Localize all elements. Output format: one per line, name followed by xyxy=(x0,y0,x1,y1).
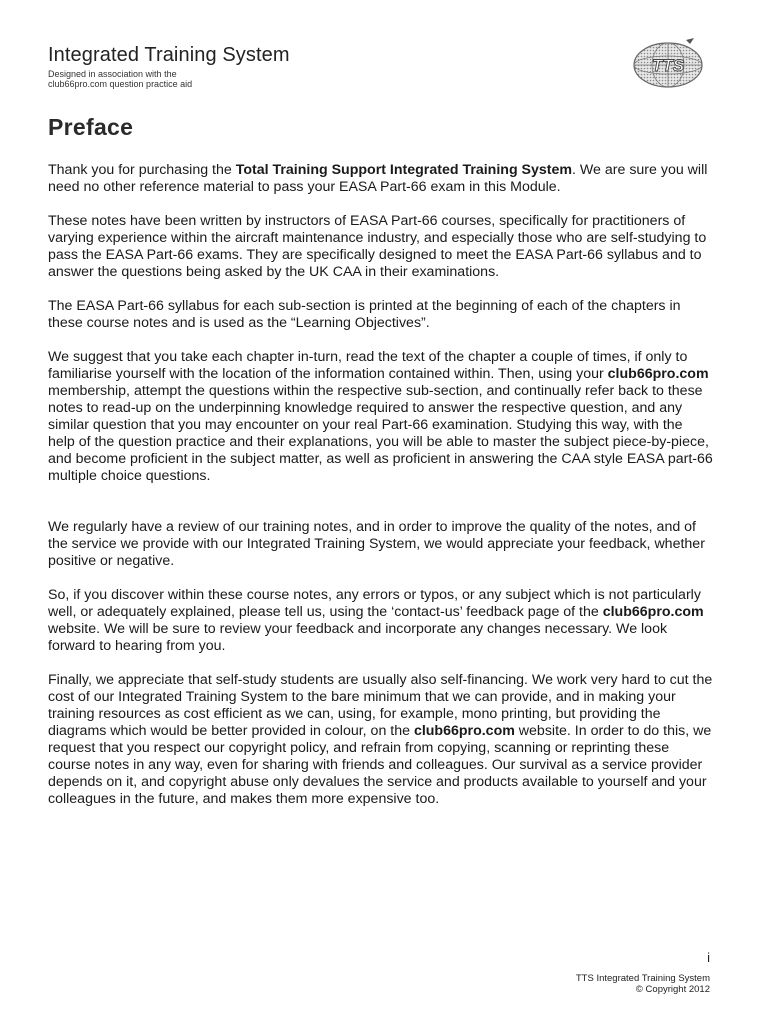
brand-subtitle-line2: club66pro.com question practice aid xyxy=(48,79,193,89)
paragraph-1-bold: Total Training Support Integrated Training System xyxy=(235,162,573,178)
paragraph-7 xyxy=(48,672,713,808)
footer-copyright: © Copyright 2012 xyxy=(635,984,710,995)
paragraph-4-text-a: We suggest that you take each chapter in-turn, read the text of the chapter a couple of times, if only to familiarise yourself with the location of the information contained within. Then, using your xyxy=(48,349,688,382)
logo-text: TTS xyxy=(651,56,685,75)
paragraph-5: We regularly have a review of our training notes, and in order to improve the quality of the notes, and of the service we provide with our Integrated Training System, we would appreciate your feedback, whether positive or negative. xyxy=(48,519,705,569)
document-header xyxy=(48,44,290,89)
page-title: Preface xyxy=(48,114,134,140)
paragraph-4-text-c: membership, attempt the questions within the respective sub-section, and continually refer back to these notes to read-up on the underpinning knowledge required to answer the respective question, and any similar question that you may encounter on your real Part-66 examination. Studying this way, with the help of the question practice and their explanations, you will be able to master the subject piece-by-piece, and become proficient in the subject matter, as well as proficient in answering the CAA style EASA part-66 multiple choice questions. xyxy=(48,383,713,484)
brand-title: Integrated Training System xyxy=(48,44,290,66)
paragraph-2: These notes have been written by instructors of EASA Part-66 courses, specifically for practitioners of varying experience within the aircraft maintenance industry, and especially those who are self-studying to pass the EASA Part-66 exams. They are specifically designed to meet the EASA Part-66 syllabus and to answer the questions being asked by the UK CAA in their examinations. xyxy=(48,213,707,280)
paragraph-1-text-a: Thank you for purchasing the xyxy=(48,162,236,178)
paragraph-1 xyxy=(48,162,713,196)
paragraph-7-text-c: website. In order to do this, we request that you respect our copyright policy, and refrain from copying, scanning or reprinting these course notes in any way, even for sharing with friends and colleagues. Our survival as a service provider depends on it, and copyright abuse only devalues the service and products available to yourself and your colleagues in the future, and makes them more expensive too. xyxy=(48,723,712,807)
paragraph-3: The EASA Part-66 syllabus for each sub-section is printed at the beginning of each of the chapters in these course notes and is used as the “Learning Objectives”. xyxy=(48,298,681,331)
page-footer xyxy=(576,950,710,995)
page-number: i xyxy=(707,950,710,965)
footer-system-name: TTS Integrated Training System xyxy=(575,973,710,984)
paragraph-7-bold: club66pro.com xyxy=(413,723,515,739)
paragraph-6 xyxy=(48,587,713,655)
paragraph-6-bold: club66pro.com xyxy=(602,604,704,620)
brand-subtitle-line1: Designed in association with the xyxy=(48,69,177,79)
paragraph-1-text-c: . We are sure you will need no other reference material to pass your EASA Part-66 exam in this Module. xyxy=(48,162,708,195)
paragraph-7-text-a: Finally, we appreciate that self-study students are usually also self-financing. We work very hard to cut the cost of our Integrated Training System to the bare minimum that we can provide, and in making your training resources as cost efficient as we can, using, for example, mono printing, but providing the diagrams which would be better provided in colour, on the xyxy=(48,672,713,739)
paragraph-6-text-a: So, if you discover within these course notes, any errors or typos, or any subject which is not particularly well, or adequately explained, please tell us, using the ‘contact-us’ feedback page of the xyxy=(48,587,701,620)
preface-body xyxy=(48,162,713,825)
paragraph-6-text-c: website. We will be sure to review your feedback and incorporate any changes necessary. We look forward to hearing from you. xyxy=(48,621,668,654)
tts-logo xyxy=(628,34,708,92)
paragraph-4 xyxy=(48,349,713,485)
paragraph-4-bold: club66pro.com xyxy=(607,366,709,382)
tts-globe-logo-icon xyxy=(628,34,708,92)
